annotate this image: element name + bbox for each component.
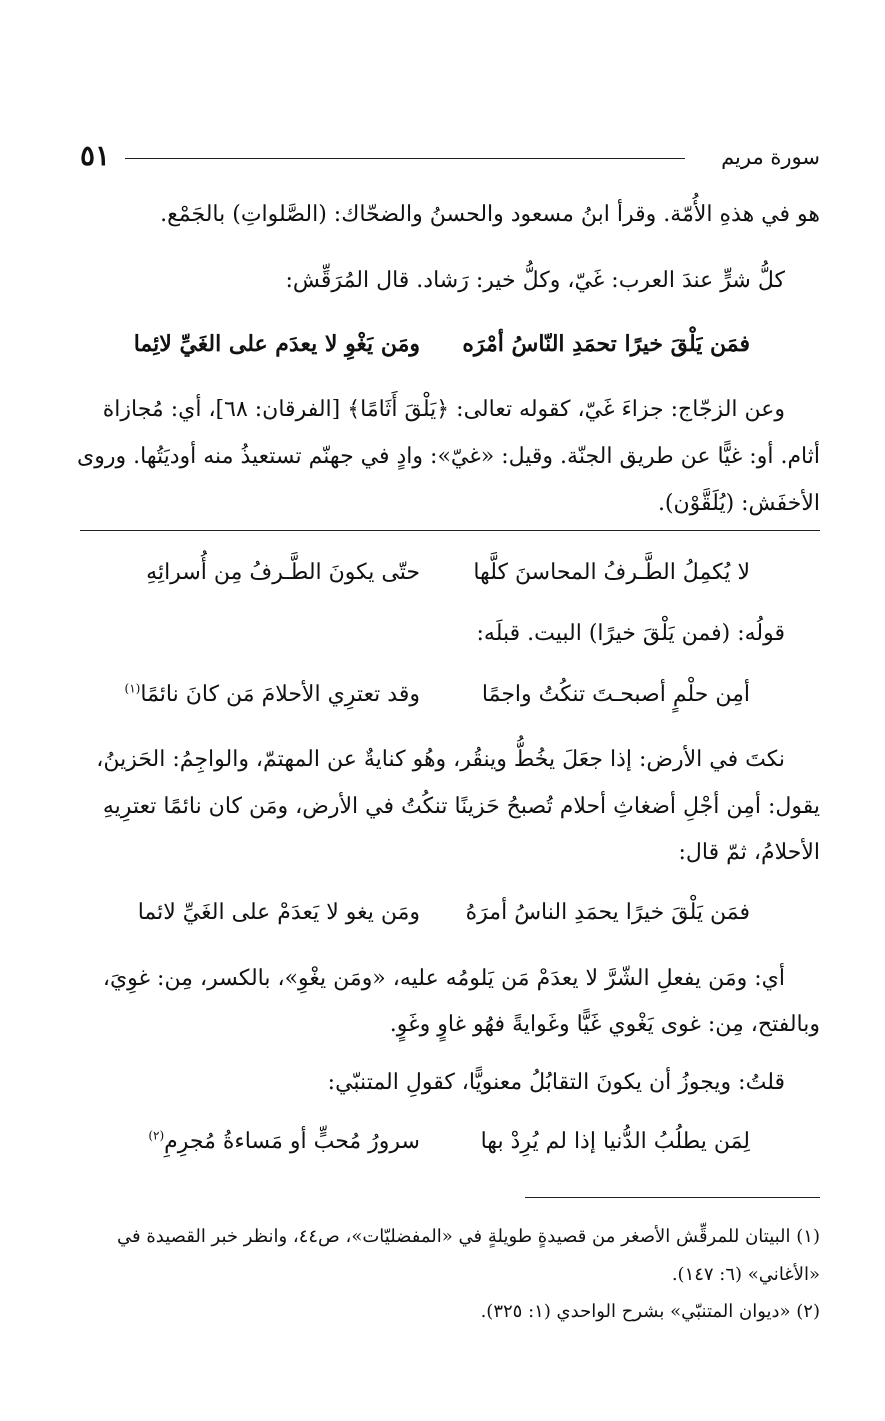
text-line: قولُه: (فمن يَلْقَ خيرًا) البيت. قبلَه: — [476, 621, 785, 646]
verse-4 — [80, 893, 820, 933]
verse-text: سرورُ مُحبٍّ أو مَساءةُ مُجرِمِ — [164, 1129, 420, 1154]
text-line: الأخفَش: (يُلَقَّوْن). — [657, 491, 820, 516]
verse-1 — [80, 324, 820, 364]
verse-hemistich-second — [148, 1122, 420, 1162]
text-line: نكتَ في الأرض: إذا جعَلَ يخُطُّ وينقُر، وهُو كنايةٌ عن المهتمّ، والواجِمُ: الحَزينُ، — [96, 747, 785, 772]
footnote-ref: (٢) — [148, 1128, 165, 1143]
header-rule — [125, 158, 685, 159]
text-line: أثام. أو: غيًّا عن طريق الجنّة. وقيل: «غيّ»: وادٍ في جهنّم تستعيذُ منه أوديَتُها. وروى — [77, 444, 820, 469]
verse-text: وقد تعترِي الأحلامَ مَن كانَ نائمًا — [140, 682, 420, 707]
verse-hemistich-second: ومَن يَغْوِ لا يعدَم على الغَيِّ لائِما — [133, 331, 420, 357]
section-divider — [80, 530, 820, 531]
verse-hemistich-first: أمِن حلْمٍ أصبحـتَ تنكُتُ واجمًا — [481, 682, 750, 707]
footnote-line: (١) البيتان للمرقِّش الأصغر من قصيدةٍ طويلةٍ في «المفضليّات»، ص٤٤، وانظر خبر القصيدة في — [116, 1226, 820, 1247]
page-header — [80, 140, 820, 180]
text-line: أي: ومَن يفعلِ الشّرَّ لا يعدَمْ مَن يَلومُه عليه، «ومَن يغْوِ»، بالكسر، مِن: غوِيَ، — [102, 966, 785, 991]
verse-hemistich-first: فمَن يَلْقَ خيرًا تحمَدِ النّاسُ أمْرَه — [462, 331, 750, 357]
verse-hemistich-first: لا يُكمِلُ الطَّـرفُ المحاسنَ كلَّها — [473, 560, 750, 585]
verse-hemistich-second: ومَن يغو لا يَعدَمْ على الغَيِّ لائما — [137, 900, 420, 925]
verse-hemistich-first: لِمَن يطلُبُ الدُّنيا إذا لم يُرِدْ بها — [480, 1129, 750, 1154]
verse-5 — [80, 1122, 820, 1162]
footnote-rule — [525, 1197, 820, 1198]
verse-hemistich-first: فمَن يَلْقَ خيرًا يحمَدِ الناسُ أمرَهُ — [465, 900, 750, 925]
text-line: قلتُ: ويجوزُ أن يكونَ التقابُلُ معنويًّا، كقولِ المتنبّي: — [327, 1070, 785, 1095]
footnote-line: «الأغاني» (٦: ١٤٧). — [671, 1264, 820, 1285]
page-number: ٥١ — [80, 139, 111, 172]
surah-title: سورة مريم — [721, 145, 820, 169]
verse-3 — [80, 675, 820, 715]
verse-hemistich-second: حتّى يكونَ الطَّـرفُ مِن أُسرائِهِ — [146, 560, 420, 585]
footnote-line: (٢) «ديوان المتنبّي» بشرح الواحدي (١: ٣٢٥). — [480, 1301, 820, 1322]
text-line: الأحلامُ، ثمّ قال: — [678, 840, 820, 865]
text-line: كلُّ شرٍّ عندَ العرب: غَيّ، وكلُّ خير: رَشاد. قال المُرَقِّش: — [285, 268, 785, 293]
text-line: وبالفتح، مِن: غوى يَغْوي غَيًّا وغَوايةً فهُو غاوٍ وغَوٍ. — [389, 1012, 820, 1037]
verse-2 — [80, 553, 820, 593]
text-line: وعن الزجّاج: جزاءَ غَيّ، كقوله تعالى: ﴿يَلْقَ أَثَامًا﴾ [الفرقان: ٦٨]، أي: مُجازاة — [102, 397, 785, 422]
footnote-ref: (١) — [124, 681, 141, 696]
text-line: هو في هذهِ الأُمّة. وقرأ ابنُ مسعود والحسنُ والضحّاك: (الصَّلواتِ) بالجَمْع. — [160, 202, 820, 227]
verse-hemistich-second — [125, 675, 420, 715]
text-line: يقول: أمِن أجْلِ أضغاثِ أحلام تُصبحُ حَزينًا تنكُتُ في الأرض، ومَن كان نائمًا تعترِيهِ — [102, 794, 820, 819]
